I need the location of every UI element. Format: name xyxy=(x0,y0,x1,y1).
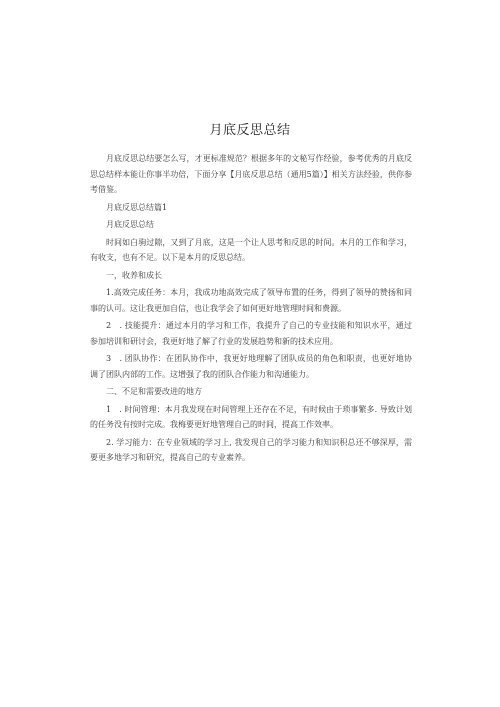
list-item: 1 . 时间管理：本月我发现在时间管理上还存在不足，有时候由于琐事繁多. 导致计划的任务没有按时完成。我梅要更好地管理自己的时间，提高工作效率。 xyxy=(90,404,412,429)
document-body xyxy=(90,151,412,468)
subheading-gains: 一，收养和成长 xyxy=(106,270,162,280)
list-item: 1.高效完成任务：本月，我成功地高效完成了领导布置的任务，得到了领导的赞扬和同事的认可。这让我更加自信，也让我学会了如何更好地管理时间和费源。 xyxy=(90,288,412,313)
intro-paragraph: 月底反思总结要怎么写，才更标准规范？根据多年的文秘写作经验，参考优秀的月底反思总结样本能让你事半功倍，下面分享【月底反思总结（通用5篇）】相关方法经验，供你参考借鉴。 xyxy=(90,154,412,194)
opening-paragraph: 时间如白驹过隙，又到了月底，这是一个让人思考和反思的时间。本月的工作和学习，有收支，也有不足。以下是本月的反思总结。 xyxy=(90,237,412,262)
list-item: 3 . 团队协作：在团队协作中，我更好地理解了团队成员的角色和职责，也更好地协调了团队内部的工作。这增强了我的团队合作能力和沟通能力。 xyxy=(90,354,412,379)
document-title: 月底反思总结 xyxy=(209,123,291,138)
section-heading: 月底反思总结篇1 xyxy=(106,202,168,212)
list-item: 2. 学习能力：在专业领域的学习上, 我发现自己的学习能力和知识积总还不够深厚，需要更多地学习和研究，提高自己的专业素养。 xyxy=(90,437,412,462)
subheading-shortcomings: 二、不足和需要改进的地方 xyxy=(106,387,202,396)
section-subtitle: 月底反思总结 xyxy=(106,220,154,229)
list-item: 2 . 技能提升：通过本月的学习和工作，我提升了自己的专业技能和知识水平，通过参加培训和研讨会，我更好地了解了行业的发展趋势和新的技术应用。 xyxy=(90,321,412,346)
